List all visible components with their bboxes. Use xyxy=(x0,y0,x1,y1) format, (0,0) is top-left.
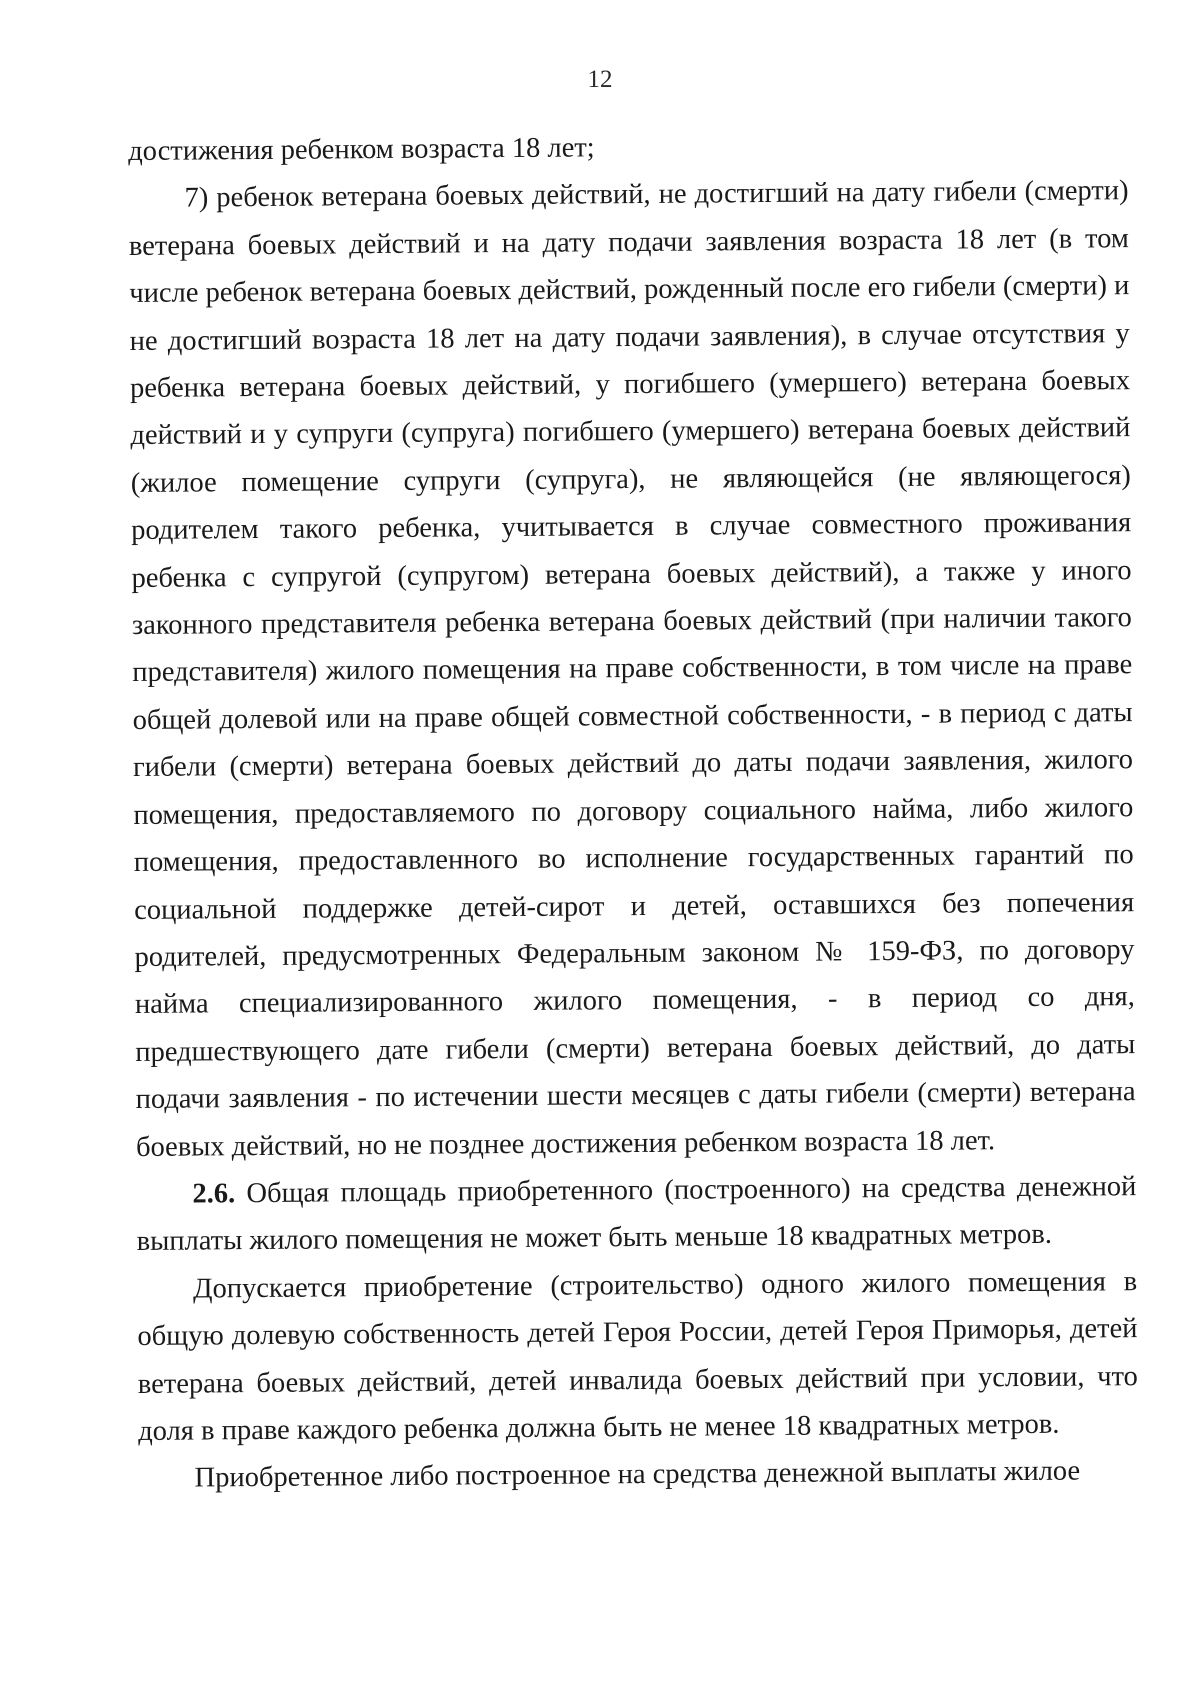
paragraph-section-2-6 xyxy=(136,1163,1137,1266)
paragraph-item-7: 7) ребенок ветерана боевых действий, не достигший на дату гибели (смерти) ветерана боевых действий и на дату подачи заявления возраста 18 лет (в том числе ребенок ветерана боевых действий, рожденный после его гибели (смерти) и не достигший возраста 18 лет на дату подачи заявления), в случае отсутствия у ребенка ветерана боевых действий, у погибшего (умершего) ветерана боевых действий и у супруги (супруга) погибшего (умершего) ветерана боевых действий (жилое помещение супруги (супруга), не являющейся (не являющегося) родителем такого ребенка, учитывается в случае совместного проживания ребенка с супругой (супругом) ветерана боевых действий), а также у иного законного представителя ребенка ветерана боевых действий (при наличии такого представителя) жилого помещения на праве собственности, в том числе на праве общей долевой или на праве общей совместной собственности, - в период с даты гибели (смерти) ветерана боевых действий до даты подачи заявления, жилого помещения, предоставляемого по договору социального найма, либо жилого помещения, предоставленного во исполнение государственных гарантий по социальной поддержке детей-сирот и детей, оставшихся без попечения родителей, предусмотренных Федеральным законом № 159-ФЗ, по договору найма специализированного жилого помещения, - в период со дня, предшествующего дате гибели (смерти) ветерана боевых действий, до даты подачи заявления - по истечении шести месяцев с даты гибели (смерти) ветерана боевых действий, но не позднее достижения ребенком возраста 18 лет. xyxy=(128,175,1136,1163)
document-body xyxy=(128,120,1139,1503)
paragraph-continuation: достижения ребенком возраста 18 лет; xyxy=(128,132,595,167)
page-number: 12 xyxy=(587,66,613,93)
section-number: 2.6. xyxy=(192,1178,236,1210)
paragraph-acquired-housing: Приобретенное либо построенное на средства денежной выплаты жилое xyxy=(194,1455,1081,1494)
paragraph-text: Общая площадь приобретенного (построенного) на средства денежной выплаты жилого помещения не может быть меньше 18 квадратных метров. xyxy=(136,1171,1137,1258)
paragraph-shared-ownership: Допускается приобретение (строительство) одного жилого помещения в общую долевую собственность детей Героя России, детей Героя Приморья, детей ветерана боевых действий, детей инвалида боевых действий при условии, что доля в праве каждого ребенка должна быть не менее 18 квадратных метров. xyxy=(137,1265,1138,1447)
